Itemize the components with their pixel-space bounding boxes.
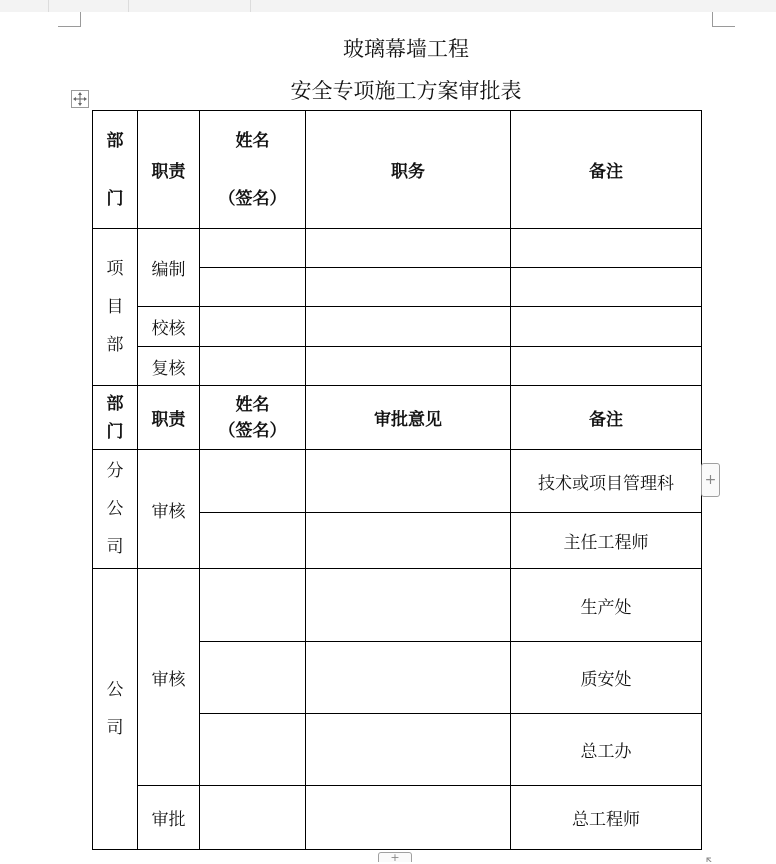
company-dept-cell (93, 569, 138, 850)
opinion-cell[interactable] (306, 714, 511, 786)
name-header: 姓名 (235, 394, 270, 415)
dept-header-char: 门 (106, 188, 124, 209)
remark-cell[interactable] (511, 229, 702, 268)
page-margin-marker-left (58, 12, 81, 27)
remark-cell[interactable] (511, 268, 702, 307)
duty-header: 职责 (138, 111, 200, 229)
top-toolbar-strip (0, 0, 776, 12)
move-icon[interactable] (71, 90, 89, 108)
document-title: 玻璃幕墙工程 (343, 37, 469, 61)
project-dept-char: 部 (106, 335, 124, 355)
position-header: 职务 (306, 111, 511, 229)
signature-cell[interactable] (200, 268, 306, 307)
resize-icon[interactable] (704, 852, 718, 862)
plus-icon[interactable]: + (701, 463, 720, 497)
remark-header: 备注 (511, 111, 702, 229)
duty-check: 校核 (138, 307, 200, 347)
branch-remark-engineer: 主任工程师 (511, 513, 702, 569)
duty-compile: 编制 (138, 229, 200, 307)
signature-cell[interactable] (200, 307, 306, 347)
dept-header-char: 部 (106, 130, 124, 151)
company-dept-char: 公 (106, 680, 124, 700)
position-cell[interactable] (306, 229, 511, 268)
page-margin-marker-right (712, 12, 735, 27)
dept-header-cell (93, 111, 138, 229)
remark-header: 备注 (511, 386, 702, 450)
signature-cell[interactable] (200, 347, 306, 386)
position-cell[interactable] (306, 268, 511, 307)
signature-header: （签名） (218, 420, 287, 441)
document-subtitle: 安全专项施工方案审批表 (290, 79, 522, 103)
signature-cell[interactable] (200, 450, 306, 513)
project-dept-char: 项 (106, 259, 124, 279)
company-dept-char: 司 (106, 718, 124, 738)
project-dept-char: 目 (106, 297, 124, 317)
name-header-cell (200, 386, 306, 450)
opinion-cell[interactable] (306, 786, 511, 850)
branch-dept-char: 分 (106, 461, 124, 481)
opinion-header: 审批意见 (306, 386, 511, 450)
opinion-cell[interactable] (306, 642, 511, 714)
project-dept-cell (93, 229, 138, 386)
duty-header: 职责 (138, 386, 200, 450)
duty-recheck: 复核 (138, 347, 200, 386)
name-header-cell (200, 111, 306, 229)
signature-cell[interactable] (200, 513, 306, 569)
signature-header: （签名） (218, 188, 287, 209)
dept-header-cell (93, 386, 138, 450)
company-duty-approve: 审批 (138, 786, 200, 850)
opinion-cell[interactable] (306, 513, 511, 569)
signature-cell[interactable] (200, 569, 306, 642)
dept-header-char: 门 (106, 421, 124, 442)
name-header: 姓名 (235, 130, 270, 151)
toolbar-segment (48, 0, 129, 12)
branch-duty-review: 审核 (138, 450, 200, 569)
remark-cell[interactable] (511, 307, 702, 347)
opinion-cell[interactable] (306, 569, 511, 642)
toolbar-segment (128, 0, 251, 12)
toolbar-segment (0, 0, 49, 12)
company-remark-production: 生产处 (511, 569, 702, 642)
signature-cell[interactable] (200, 642, 306, 714)
company-duty-review: 审核 (138, 569, 200, 786)
opinion-cell[interactable] (306, 450, 511, 513)
plus-icon[interactable]: + (378, 852, 412, 862)
company-remark-chief-engineer: 总工程师 (511, 786, 702, 850)
signature-cell[interactable] (200, 714, 306, 786)
signature-cell[interactable] (200, 229, 306, 268)
branch-dept-cell (93, 450, 138, 569)
approval-table (92, 110, 702, 850)
branch-dept-char: 公 (106, 499, 124, 519)
company-remark-chief-office: 总工办 (511, 714, 702, 786)
signature-cell[interactable] (200, 786, 306, 850)
company-remark-safety: 质安处 (511, 642, 702, 714)
dept-header-char: 部 (106, 393, 124, 414)
branch-dept-char: 司 (106, 537, 124, 557)
remark-cell[interactable] (511, 347, 702, 386)
branch-remark-tech: 技术或项目管理科 (511, 450, 702, 513)
position-cell[interactable] (306, 307, 511, 347)
position-cell[interactable] (306, 347, 511, 386)
